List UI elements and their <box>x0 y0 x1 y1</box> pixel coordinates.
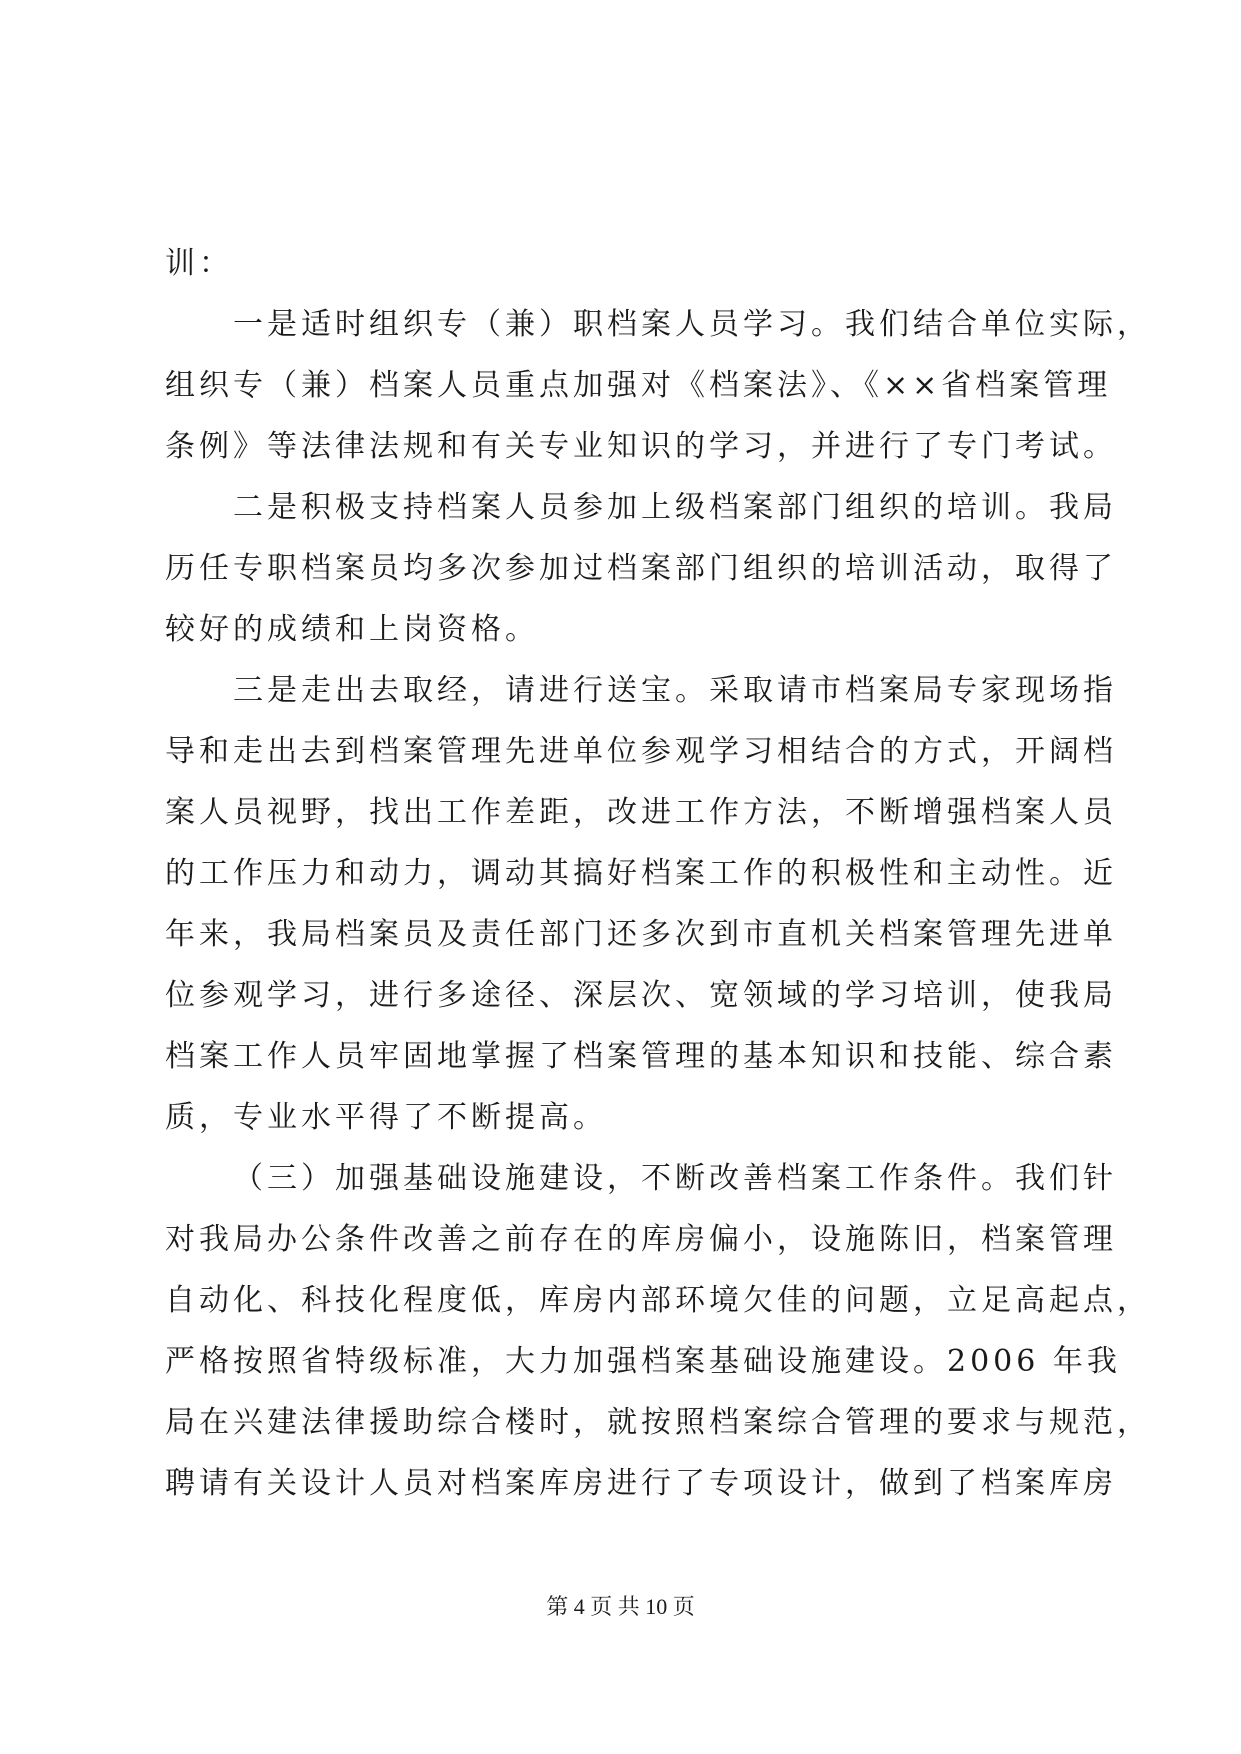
text-line: 案人员视野，找出工作差距，改进工作方法，不断增强档案人员 <box>165 795 1117 830</box>
paragraph-start-line: 三是走出去取经，请进行送宝。采取请市档案局专家现场指 <box>233 673 1117 708</box>
paragraph-start-line: 一是适时组织专（兼）职档案人员学习。我们结合单位实际， <box>233 307 1151 342</box>
text-line: 质，专业水平得了不断提高。 <box>165 1100 607 1135</box>
text-line: 自动化、科技化程度低，库房内部环境欠佳的问题，立足高起点， <box>165 1283 1151 1318</box>
text-line: 的工作压力和动力，调动其搞好档案工作的积极性和主动性。近 <box>165 856 1117 891</box>
paragraph-start-line: （三）加强基础设施建设，不断改善档案工作条件。我们针 <box>233 1161 1117 1196</box>
text-line: 对我局办公条件改善之前存在的库房偏小，设施陈旧，档案管理 <box>165 1222 1117 1257</box>
text-line: 档案工作人员牢固地掌握了档案管理的基本知识和技能、综合素 <box>165 1039 1117 1074</box>
text-line: 导和走出去到档案管理先进单位参观学习相结合的方式，开阔档 <box>165 734 1117 769</box>
text-line: 较好的成绩和上岗资格。 <box>165 612 539 647</box>
text-line: 年来，我局档案员及责任部门还多次到市直机关档案管理先进单 <box>165 917 1117 952</box>
text-line: 条例》等法律法规和有关专业知识的学习，并进行了专门考试。 <box>165 429 1117 464</box>
body-text <box>165 233 1151 1514</box>
text-line: 组织专（兼）档案人员重点加强对《档案法》、《××省档案管理 <box>165 368 1112 403</box>
paragraph-start-line: 二是积极支持档案人员参加上级档案部门组织的培训。我局 <box>233 490 1117 525</box>
text-line: 位参观学习，进行多途径、深层次、宽领域的学习培训，使我局 <box>165 978 1117 1013</box>
text-line: 聘请有关设计人员对档案库房进行了专项设计，做到了档案库房 <box>165 1466 1117 1501</box>
text-line: 严格按照省特级标准，大力加强档案基础设施建设。2006 年我 <box>165 1344 1121 1379</box>
text-line: 局在兴建法律援助综合楼时，就按照档案综合管理的要求与规范， <box>165 1405 1151 1440</box>
page-footer: 第 4 页 共 10 页 <box>546 1594 695 1619</box>
text-line: 历任专职档案员均多次参加过档案部门组织的培训活动，取得了 <box>165 551 1117 586</box>
text-line: 训： <box>165 246 233 281</box>
